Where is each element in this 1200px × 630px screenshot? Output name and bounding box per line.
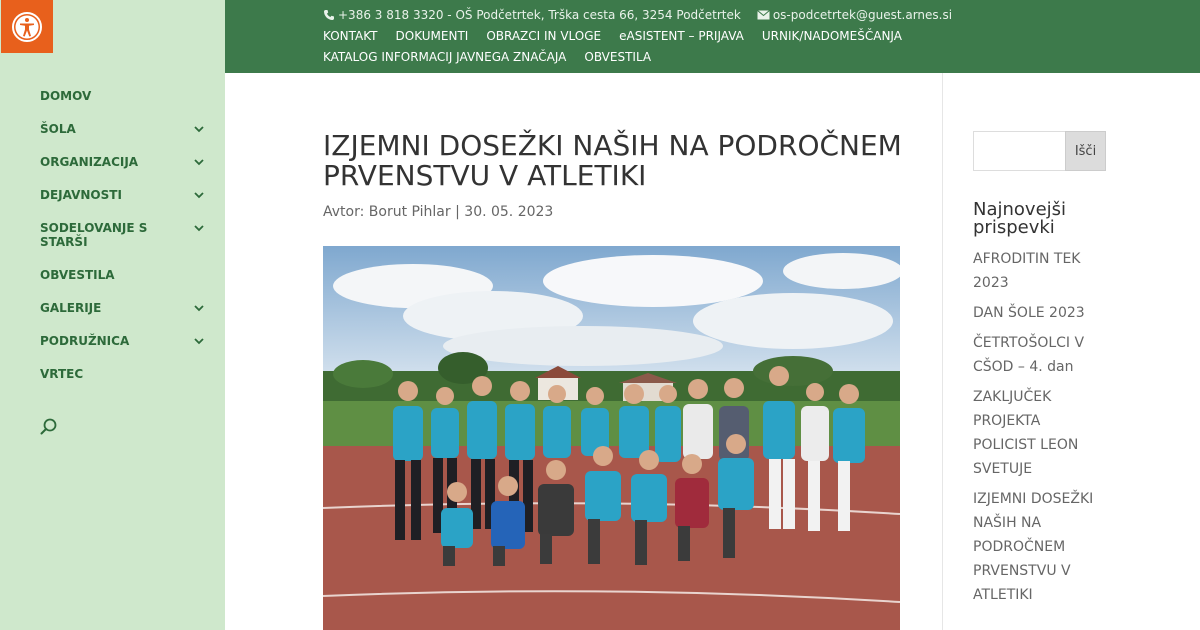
sidebar-item-dejavnosti[interactable] — [40, 188, 210, 202]
recent-post-link[interactable]: ČETRTOŠOLCI V CŠOD – 4. dan — [973, 335, 1085, 375]
top-nav-link[interactable]: OBRAZCI IN VLOGE — [486, 29, 602, 43]
sidebar-item-label: ORGANIZACIJA — [40, 155, 139, 169]
sidebar-item-podružnica[interactable] — [40, 334, 210, 348]
sidebar-item-label: VRTEC — [40, 367, 84, 381]
recent-post-link[interactable]: AFRODITIN TEK 2023 — [973, 251, 1081, 291]
group-photo — [323, 246, 900, 630]
phone-icon — [323, 9, 335, 21]
left-sidebar — [0, 0, 225, 630]
top-nav-row-1 — [323, 29, 920, 43]
chevron-down-icon[interactable] — [192, 155, 206, 169]
search-icon[interactable] — [39, 417, 59, 437]
search-input[interactable] — [973, 131, 1065, 171]
sidebar-item-sodelovanje-s-starši[interactable] — [40, 221, 210, 249]
chevron-down-icon[interactable] — [192, 188, 206, 202]
accessibility-icon — [11, 11, 43, 43]
top-nav-link[interactable]: KONTAKT — [323, 29, 378, 43]
sidebar-item-label: DEJAVNOSTI — [40, 188, 122, 202]
sidebar-item-obvestila[interactable] — [40, 268, 210, 282]
recent-post-link[interactable]: DAN ŠOLE 2023 — [973, 305, 1085, 321]
top-nav-link[interactable]: DOKUMENTI — [395, 29, 469, 43]
featured-image — [323, 246, 900, 630]
sidebar-item-label: GALERIJE — [40, 301, 102, 315]
article-title: IZJEMNI DOSEŽKI NAŠIH NA PODROČNEM PRVENSTVU V ATLETIKI — [323, 129, 902, 192]
top-nav-link[interactable]: KATALOG INFORMACIJ JAVNEGA ZNAČAJA — [323, 50, 567, 64]
content-divider — [942, 73, 943, 630]
email-link[interactable]: os-podcetrtek@guest.arnes.si — [772, 8, 953, 22]
sidebar-item-label: OBVESTILA — [40, 268, 115, 282]
chevron-down-icon[interactable] — [192, 122, 206, 136]
sidebar-item-label: ŠOLA — [40, 122, 76, 136]
sidebar-item-vrtec[interactable] — [40, 367, 210, 381]
sidebar-item-label: DOMOV — [40, 89, 92, 103]
accessibility-button[interactable] — [1, 0, 53, 53]
article-meta — [323, 204, 553, 220]
sidebar-item-organizacija[interactable] — [40, 155, 210, 169]
top-nav-link[interactable]: eASISTENT – PRIJAVA — [619, 29, 744, 43]
meta-separator: | — [455, 204, 460, 220]
sidebar-item-galerije[interactable] — [40, 301, 210, 315]
top-bar — [225, 0, 1200, 73]
author-prefix: Avtor: — [323, 204, 365, 220]
contact-info — [323, 8, 952, 22]
email-icon — [757, 10, 770, 20]
sidebar-item-domov[interactable] — [40, 89, 210, 103]
recent-post-link[interactable]: ZAKLJUČEK PROJEKTA POLICIST LEON SVETUJE — [973, 389, 1079, 477]
post-date: 30. 05. 2023 — [464, 204, 554, 220]
chevron-down-icon[interactable] — [192, 221, 206, 235]
sidebar-item-label: SODELOVANJE S STARŠI — [40, 221, 148, 249]
author-link[interactable]: Borut Pihlar — [368, 204, 451, 220]
chevron-down-icon[interactable] — [192, 301, 206, 315]
top-nav-row-2 — [323, 50, 669, 64]
recent-posts-title: Najnovejši prispevki — [973, 199, 1067, 238]
phone-address-text: +386 3 818 3320 - OŠ Podčetrtek, Trška cesta 66, 3254 Podčetrtek — [338, 8, 741, 22]
chevron-down-icon[interactable] — [192, 334, 206, 348]
search-button[interactable]: Išči — [1065, 131, 1106, 171]
recent-post-link[interactable]: IZJEMNI DOSEŽKI NAŠIH NA PODROČNEM PRVENSTVU V ATLETIKI — [973, 491, 1094, 603]
recent-posts-list — [973, 247, 1103, 613]
top-nav-link[interactable]: URNIK/NADOMEŠČANJA — [761, 29, 902, 43]
sidebar-item-label: PODRUŽNICA — [40, 334, 130, 348]
sidebar-nav — [40, 89, 210, 400]
top-nav-link[interactable]: OBVESTILA — [584, 50, 652, 64]
sidebar-item-šola[interactable] — [40, 122, 210, 136]
